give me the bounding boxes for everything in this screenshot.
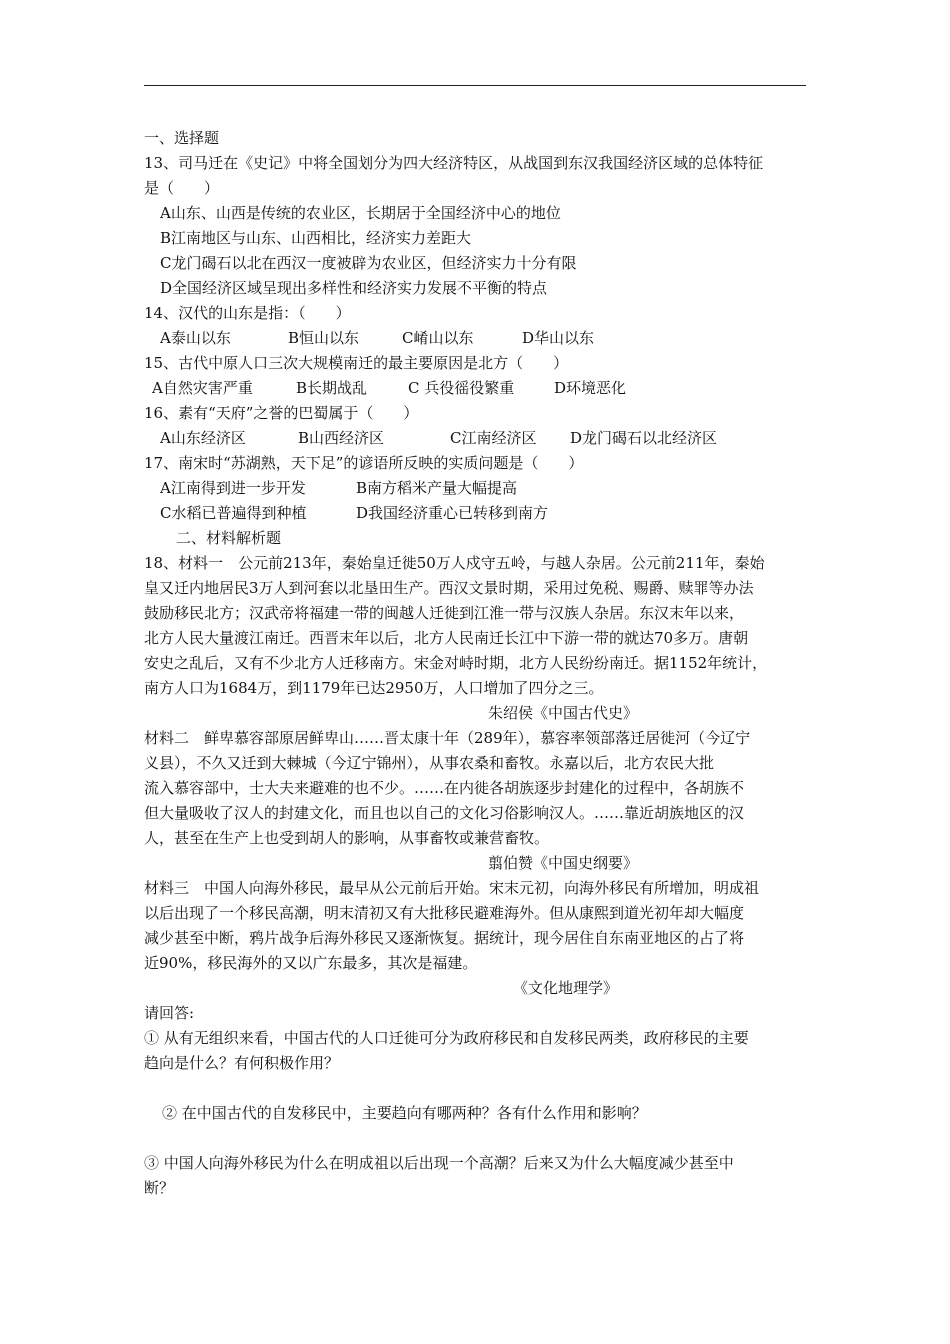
q13-option-c: C龙门碣石以北在西汉一度被辟为农业区，但经济实力十分有限 — [160, 254, 577, 272]
question-2: ② 在中国古代的自发移民中，主要趋向有哪两种？各有什么作用和影响？ — [162, 1104, 647, 1122]
m2-line-5: 人，甚至在生产上也受到胡人的影响，从事畜牧或兼营畜牧。 — [144, 829, 550, 847]
q13-option-d: D全国经济区域呈现出多样性和经济实力发展不平衡的特点 — [160, 279, 548, 297]
question-3-line-1: ③ 中国人向海外移民为什么在明成祖以后出现一个高潮？后来又为什么大幅度减少甚至中 — [144, 1154, 734, 1172]
q13-stem-line-2: 是（ ） — [144, 179, 220, 197]
m1-line-2: 皇又迁内地居民3万人到河套以北垦田生产。西汉文景时期，采用过免税、赐爵、赎罪等办法 — [144, 579, 754, 597]
m2-line-4: 但大量吸收了汉人的封建文化，而且也以自己的文化习俗影响汉人。……靠近胡族地区的汉 — [144, 804, 745, 822]
q17-option-c: C水稻已普遍得到种植 — [160, 504, 307, 522]
q16-option-a: A山东经济区 — [160, 429, 246, 447]
answer-space-2 — [144, 1126, 808, 1151]
q16-option-c: C江南经济区 — [450, 429, 537, 447]
q14-options — [144, 326, 808, 351]
q13-stem-line-1: 13、司马迁在《史记》中将全国划分为四大经济特区，从战国到东汉我国经济区域的总体特征 — [144, 154, 764, 172]
q13-option-b: B江南地区与山东、山西相比，经济实力差距大 — [160, 229, 472, 247]
answer-space-1 — [144, 1076, 808, 1101]
header-rule — [144, 85, 806, 86]
m3-line-1: 材料三 中国人向海外移民，最早从公元前后开始。宋末元初，向海外移民有所增加，明成祖 — [144, 879, 760, 897]
q15-stem: 15、古代中原人口三次大规模南迁的最主要原因是北方（ ） — [144, 354, 569, 372]
m2-line-1: 材料二 鲜卑慕容部原居鲜卑山……晋太康十年（289年），慕容率领部落迁居徙河（今辽宁 — [144, 729, 751, 747]
q17-options-2 — [144, 501, 808, 526]
q17-option-b: B南方稻米产量大幅提高 — [356, 479, 518, 497]
q16-option-d: D龙门碣石以北经济区 — [570, 429, 718, 447]
m1-source: 朱绍侯《中国古代史》 — [487, 704, 638, 722]
m1-line-4: 北方人民大量渡江南迁。西晋末年以后，北方人民南迁长江中下游一带的就达70多万。唐朝 — [144, 629, 749, 647]
question-1-line-1: ① 从有无组织来看，中国古代的人口迁徙可分为政府移民和自发移民两类，政府移民的主要 — [144, 1029, 749, 1047]
q15-options — [144, 376, 808, 401]
q15-option-b: B长期战乱 — [296, 379, 368, 397]
m1-line-6: 南方人口为1684万，到1179年已达2950万，人口增加了四分之三。 — [144, 679, 604, 697]
q16-options — [144, 426, 808, 451]
m2-line-2: 义县），不久又迁到大棘城（今辽宁锦州），从事农桑和畜牧。永嘉以后，北方农民大批 — [144, 754, 715, 772]
m1-line-1: 18、材料一 公元前213年，秦始皇迁徙50万人戍守五岭，与越人杂居。公元前211年，秦始 — [144, 554, 765, 572]
q15-option-d: D环境恶化 — [554, 379, 627, 397]
m3-source: 《文化地理学》 — [512, 979, 618, 997]
question-1-line-2: 趋向是什么？有何积极作用？ — [144, 1054, 340, 1072]
m3-line-4: 近90%，移民海外的又以广东最多，其次是福建。 — [144, 954, 478, 972]
q15-option-a: A自然灾害严重 — [152, 379, 253, 397]
q14-option-b: B恒山以东 — [288, 329, 360, 347]
question-3-line-2: 断？ — [144, 1179, 175, 1197]
m3-line-2: 以后出现了一个移民高潮，明末清初又有大批移民避难海外。但从康熙到道光初年却大幅度 — [144, 904, 745, 922]
q13-option-a: A山东、山西是传统的农业区，长期居于全国经济中心的地位 — [160, 204, 561, 222]
q17-stem: 17、南宋时“苏湖熟，天下足”的谚语所反映的实质问题是（ ） — [144, 454, 584, 472]
q16-stem: 16、素有“天府”之誉的巴蜀属于（ ） — [144, 404, 419, 422]
m2-line-3: 流入慕容部中，士大夫来避难的也不少。……在内徙各胡族逐步封建化的过程中，各胡族不 — [144, 779, 745, 797]
m2-source: 翦伯赞《中国史纲要》 — [487, 854, 638, 872]
section-title-choice: 一、选择题 — [144, 129, 220, 147]
q14-option-a: A泰山以东 — [160, 329, 231, 347]
q14-option-d: D华山以东 — [522, 329, 595, 347]
q17-option-d: D我国经济重心已转移到南方 — [356, 504, 549, 522]
m3-line-3: 减少甚至中断，鸦片战争后海外移民又逐渐恢复。据统计，现今居住自东南亚地区的占了将 — [144, 929, 745, 947]
q17-options-1 — [144, 476, 808, 501]
q14-option-c: C崤山以东 — [402, 329, 474, 347]
m1-line-3: 鼓励移民北方；汉武帝将福建一带的闽越人迁徙到江淮一带与汉族人杂居。东汉末年以来， — [144, 604, 745, 622]
answer-prompt: 请回答: — [144, 1004, 195, 1022]
q14-stem: 14、汉代的山东是指：（ ） — [144, 304, 351, 322]
q15-option-c: C 兵役徭役繁重 — [408, 379, 515, 397]
document-body — [144, 126, 808, 1201]
q16-option-b: B山西经济区 — [298, 429, 385, 447]
q17-option-a: A江南得到进一步开发 — [160, 479, 306, 497]
section-title-material: 二、材料解析题 — [176, 529, 282, 547]
m1-line-5: 安史之乱后，又有不少北方人迁移南方。宋金对峙时期，北方人民纷纷南迁。据1152年统计， — [144, 654, 768, 672]
